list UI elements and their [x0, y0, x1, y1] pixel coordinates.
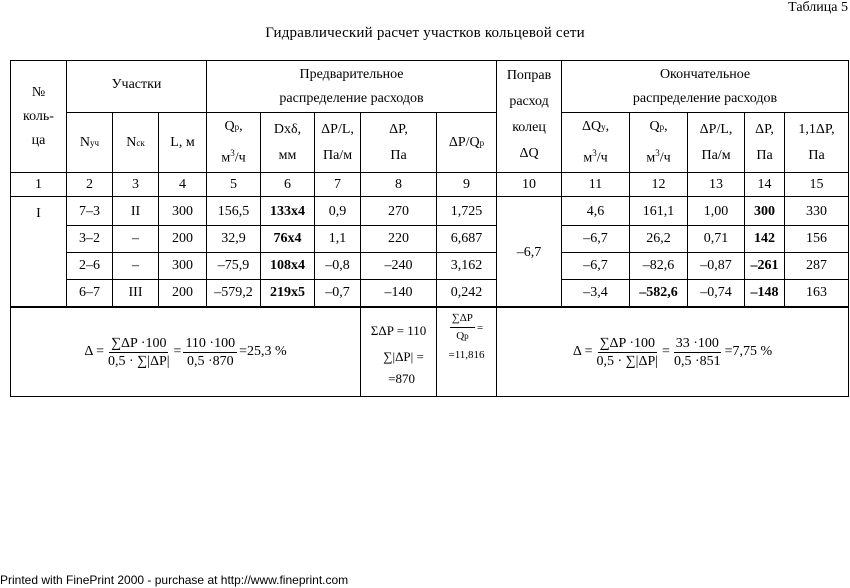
formula-right-num1: ∑ΔP ·100	[599, 335, 655, 351]
cell-nsk: –	[113, 253, 159, 280]
formula-left-num2: 110 ·100	[185, 335, 236, 351]
header-dp-l-line2: Па/м	[322, 147, 353, 163]
cell-dpq: 6,687	[437, 226, 497, 253]
header-dq-u-comma: ,	[605, 118, 610, 134]
header-dxd	[261, 113, 315, 173]
col-number: 5	[207, 173, 261, 197]
cell-nsk: –	[113, 226, 159, 253]
header-dp-l2	[688, 113, 745, 173]
cell-dqu: 4,6	[562, 197, 630, 226]
header-correction-line2: расход	[509, 94, 549, 109]
sum-abs-text: ∑|ΔP| =	[383, 349, 424, 364]
sum-abs-value: =870	[388, 371, 415, 386]
col-number: 3	[113, 173, 159, 197]
sum-dp-text: ΣΔP = 110	[370, 323, 427, 338]
cell-qp2: –582,6	[630, 280, 688, 308]
ratio-value: =11,816	[448, 349, 485, 361]
header-dxd-line2: мм	[278, 147, 297, 163]
cell-dpl: 0,9	[315, 197, 361, 226]
header-dq-u-q: ΔQ	[581, 118, 602, 134]
cell-dp2: 300	[745, 197, 785, 226]
header-qp2-sub: р	[659, 121, 665, 132]
cell-qp: –75,9	[207, 253, 261, 280]
header-qp2-q: Q	[649, 118, 660, 134]
formula-right-lhs: Δ =	[572, 344, 593, 359]
cell-length: 200	[159, 280, 207, 308]
cell-dpl2: –0,87	[688, 253, 745, 280]
header-correction-line4: ΔQ	[519, 146, 539, 161]
header-dp11	[785, 113, 849, 173]
cell-qp2: 26,2	[630, 226, 688, 253]
cell-dqu: –3,4	[562, 280, 630, 308]
header-qp2-m: м	[646, 150, 656, 166]
table-row	[11, 280, 849, 308]
col-number: 7	[315, 173, 361, 197]
cell-qp2: –82,6	[630, 253, 688, 280]
col-number: 15	[785, 173, 849, 197]
header-qp-m: м	[221, 150, 231, 166]
cell-dpq: 0,242	[437, 280, 497, 308]
header-n-uch-text: N	[79, 134, 91, 150]
header-dq-u	[562, 113, 630, 173]
summary-left-formula: Δ = $\frac{\sum\Delta P \cdot 100}{0,5 \cdot \sum|\Delta P|}$ = $\frac{110 \cdot 100}{0,5 \cdot 870}$ =25,3 %	[11, 307, 361, 397]
header-preliminary-line1: Предварительное	[299, 66, 404, 82]
cell-dp: –240	[361, 253, 437, 280]
formula-left-den2: 0,5 ·870	[186, 353, 234, 369]
col-number: 1	[11, 173, 67, 197]
header-ring-line3: ца	[31, 132, 46, 148]
cell-dqu: –6,7	[562, 226, 630, 253]
cell-section: 7–3	[67, 197, 113, 226]
col-number: 10	[497, 173, 562, 197]
header-qp-q: Q	[224, 118, 235, 134]
cell-dp: 220	[361, 226, 437, 253]
header-final	[562, 61, 849, 113]
cell-dp11: 156	[785, 226, 849, 253]
header-dp2	[745, 113, 785, 173]
cell-dpq: 1,725	[437, 197, 497, 226]
correction-value-cell: –6,7	[497, 197, 562, 308]
header-correction-line1: Поправ	[506, 68, 552, 83]
header-preliminary-line2: распределение расходов	[279, 90, 424, 106]
header-dp	[361, 113, 437, 173]
summary-dp-sum	[361, 307, 437, 397]
header-qp2-unit: /ч	[659, 150, 671, 166]
cell-nsk: III	[113, 280, 159, 308]
header-dq-u-sub: у	[601, 121, 606, 132]
header-qp-unit: /ч	[234, 150, 246, 166]
header-dq-u-m: м	[583, 150, 593, 166]
formula-right-frac2	[672, 335, 723, 370]
header-dp-line1: ΔP,	[389, 121, 408, 137]
cell-nsk: II	[113, 197, 159, 226]
formula-left-den1: 0,5 · ∑|ΔP|	[108, 353, 170, 369]
header-qp2	[630, 113, 688, 173]
cell-qp: –579,2	[207, 280, 261, 308]
cell-dpl: –0,7	[315, 280, 361, 308]
col-number: 14	[745, 173, 785, 197]
header-qp2-sup: 3	[655, 147, 660, 158]
col-number: 12	[630, 173, 688, 197]
cell-dp: –140	[361, 280, 437, 308]
cell-dp11: 163	[785, 280, 849, 308]
cell-qp: 156,5	[207, 197, 261, 226]
ratio-den-sub: р	[464, 331, 469, 341]
header-dp-l2-line1: ΔP/L,	[699, 121, 733, 137]
cell-dp: 270	[361, 197, 437, 226]
header-row-sub	[11, 113, 849, 173]
formula-left-result: =25,3 %	[239, 344, 287, 359]
header-n-uch	[67, 113, 113, 173]
table-row	[11, 253, 849, 280]
header-qp-comma: ,	[239, 118, 243, 134]
column-numbers-row	[11, 173, 849, 197]
summary-ratio	[437, 307, 497, 397]
cell-dpl2: 1,00	[688, 197, 745, 226]
col-number: 2	[67, 173, 113, 197]
header-ring-line2: коль-	[23, 108, 54, 124]
header-dp2-line2: Па	[756, 147, 773, 163]
header-dp-q-text: ΔP/Q	[448, 134, 480, 150]
table-number-label: Таблица 5	[788, 0, 848, 15]
header-qp-sup: 3	[230, 147, 235, 158]
formula-left-frac2	[183, 335, 237, 370]
header-dp-q	[437, 113, 497, 173]
cell-dp2: –261	[745, 253, 785, 280]
formula-right-result: =7,75 %	[724, 344, 773, 359]
cell-qp: 32,9	[207, 226, 261, 253]
header-dq-u-sup: 3	[592, 147, 597, 158]
cell-section: 6–7	[67, 280, 113, 308]
summary-row	[11, 307, 849, 397]
header-n-sk-text: N	[126, 134, 137, 150]
formula-left-num1: ∑ΔP ·100	[111, 335, 167, 351]
header-dp11-line2: Па	[808, 147, 825, 163]
header-qp2-comma: ,	[664, 118, 668, 134]
header-dxd-line1: Dxδ,	[273, 121, 302, 137]
header-qp	[207, 113, 261, 173]
header-dp2-line1: ΔP,	[755, 121, 774, 137]
header-correction	[497, 61, 562, 173]
table-caption: Гидравлический расчет участков кольцевой сети	[265, 25, 585, 41]
formula-left-lhs: Δ =	[84, 344, 104, 359]
cell-length: 200	[159, 226, 207, 253]
cell-diameter: 133x4	[261, 197, 315, 226]
header-qp-sub: р	[234, 121, 240, 132]
cell-diameter: 108x4	[261, 253, 315, 280]
header-sections: Участки	[67, 61, 207, 113]
cell-dpq: 3,162	[437, 253, 497, 280]
cell-dp2: 142	[745, 226, 785, 253]
col-number: 11	[562, 173, 630, 197]
formula-left-frac1	[106, 335, 172, 370]
col-number: 8	[361, 173, 437, 197]
cell-length: 300	[159, 197, 207, 226]
cell-length: 300	[159, 253, 207, 280]
col-number: 6	[261, 173, 315, 197]
header-n-sk-sub: ск	[136, 137, 145, 148]
ratio-den: Q	[456, 330, 465, 342]
formula-right-frac1	[595, 335, 661, 370]
cell-dqu: –6,7	[562, 253, 630, 280]
header-length: L, м	[159, 113, 207, 173]
formula-right-num2: 33 ·100	[675, 335, 719, 351]
summary-right-formula: Δ = $\frac{\sum\Delta P \cdot 100}{0,5 \cdot \sum|\Delta P|}$ = $\frac{33 \cdot 100}{0,5 \cdot 851}$ =7,75 %	[497, 307, 849, 397]
formula-right-den1: 0,5 · ∑|ΔP|	[596, 353, 659, 369]
col-number: 9	[437, 173, 497, 197]
table-row	[11, 197, 849, 226]
header-dp-line2: Па	[390, 147, 407, 163]
hydraulic-calc-table	[10, 60, 849, 397]
header-n-uch-sub: уч	[90, 137, 100, 148]
header-n-sk	[113, 113, 159, 173]
cell-dp11: 287	[785, 253, 849, 280]
header-dp-l2-line2: Па/м	[701, 147, 731, 163]
cell-dpl: 1,1	[315, 226, 361, 253]
header-row-top	[11, 61, 849, 113]
cell-dp11: 330	[785, 197, 849, 226]
ring-number-cell: I	[11, 197, 67, 308]
cell-diameter: 219x5	[261, 280, 315, 308]
header-dp-l-line1: ΔP/L,	[321, 121, 354, 137]
ratio-num: ∑ΔP	[450, 310, 475, 328]
header-final-line1: Окончательное	[659, 66, 751, 82]
header-final-line2: распределение расходов	[632, 90, 778, 106]
formula-right-den2: 0,5 ·851	[673, 353, 721, 369]
cell-dpl2: –0,74	[688, 280, 745, 308]
col-number: 13	[688, 173, 745, 197]
print-footer: Printed with FinePrint 2000 - purchase at http://www.fineprint.com	[0, 573, 349, 587]
header-ring-line1: №	[31, 84, 46, 100]
header-dq-u-unit: /ч	[596, 150, 608, 166]
cell-section: 2–6	[67, 253, 113, 280]
ratio-equals: =	[476, 321, 484, 334]
header-dp-q-sub: р	[479, 137, 485, 148]
cell-qp2: 161,1	[630, 197, 688, 226]
header-dp-l	[315, 113, 361, 173]
header-ring-number	[11, 61, 67, 173]
cell-dp2: –148	[745, 280, 785, 308]
col-number: 4	[159, 173, 207, 197]
header-correction-line3: колец	[512, 120, 546, 135]
header-preliminary	[207, 61, 497, 113]
cell-diameter: 76x4	[261, 226, 315, 253]
cell-section: 3–2	[67, 226, 113, 253]
cell-dpl2: 0,71	[688, 226, 745, 253]
header-dp11-line1: 1,1ΔP,	[798, 121, 835, 137]
table-row	[11, 226, 849, 253]
cell-dpl: –0,8	[315, 253, 361, 280]
